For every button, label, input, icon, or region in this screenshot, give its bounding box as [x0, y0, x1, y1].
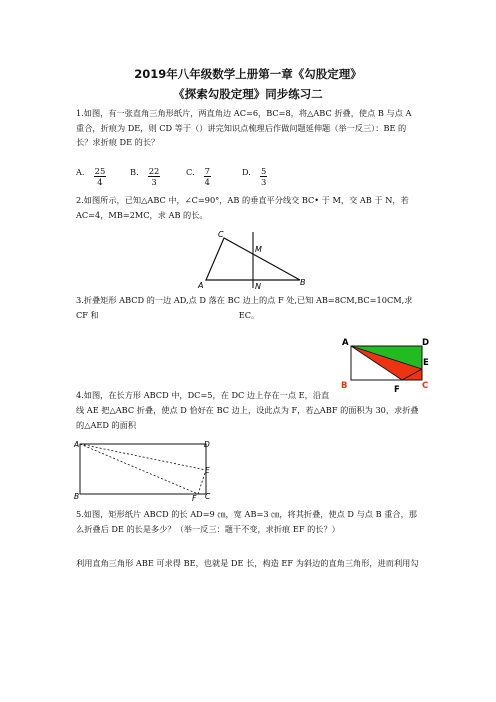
label-d: D [204, 440, 210, 449]
question-3-line-2: EC。 [238, 310, 260, 320]
label-c: C [422, 381, 429, 391]
label-f: F [192, 494, 197, 502]
question-3-figure [338, 336, 434, 394]
label-a: A [342, 338, 349, 348]
label-a: A [74, 440, 80, 449]
label-a: A [198, 281, 204, 290]
option-a: A. $\frac{25}{4}$ [76, 166, 106, 187]
option-c: C. $\frac{7}{4}$ [186, 166, 211, 187]
label-c: C [218, 230, 224, 239]
question-1-options [76, 160, 422, 188]
label-f: F [394, 385, 400, 394]
question-4-figure [72, 436, 220, 502]
label-d: D [422, 338, 430, 348]
label-b: B [300, 278, 306, 287]
label-n: N [255, 282, 261, 290]
label-m: M [255, 245, 262, 254]
question-4-text-rest: 线 AE 把△ABC 折叠，使点 D 恰好在 BC 边上，设此点为 F，若△ABF 的面积为 30，求折叠的△AED 的面积 [76, 405, 419, 430]
question-1-text: 1.如图，有一张直角三角形纸片，两直角边 AC=6，BC=8，将△ABC 折叠，使点 B 与点 A 重合，折痕为 DE，则 CD 等于（）讲完知识点梳理后作做问题延伸题（举一反三）：BE 的长？求折痕 DE 的长？ [76, 108, 412, 147]
option-b: B. $\frac{22}{3}$ [130, 166, 160, 187]
title-line-1: 2019年八年级数学上册第一章《勾股定理》 [134, 67, 362, 81]
fold-line-ae [80, 444, 206, 470]
label-b: B [74, 492, 80, 501]
label-e: E [423, 358, 429, 368]
hint-text: 利用直角三角形 ABE 可求得 BE，也就是 DE 长，构造 EF 为斜边的直角三角形，进而利用勾 [76, 558, 419, 568]
question-5-text: 5.如图，矩形纸片 ABCD 的长 AD=9 ㎝，宽 AB=3 ㎝，将其折叠，使点 D 与点 B 重合，那么折叠后 DE 的长是多少？（举一反三：题干不变，求折痕 EF 的长？） [76, 509, 417, 534]
label-b: B [341, 381, 348, 391]
question-2-figure [196, 228, 314, 290]
rectangle-abcd [80, 444, 206, 494]
question-4-line-1: 4.如图，在长方形 ABCD 中，DC=5，在 DC 边上存在一点 E，沿直 [76, 390, 330, 400]
label-e: E [205, 466, 210, 475]
option-d: D. $\frac{5}{3}$ [242, 166, 267, 187]
line-af [80, 444, 198, 494]
title-line-2: 《探索勾股定理》同步练习二 [173, 87, 323, 101]
label-c: C [205, 492, 211, 501]
question-3-line-1: 3.折叠矩形 ABCD 的一边 AD,点 D 落在 BC 边上的点 F 处,已知 AB=8CM,BC=10CM,求 CF 和 [76, 295, 413, 320]
question-2-text: 2.如图所示，已知△ABC 中，∠C=90°，AB 的垂直平分线交 BC• 于 M，交 AB 于 N，若 AC=4，MB=2MC，求 AB 的长。 [76, 195, 409, 220]
